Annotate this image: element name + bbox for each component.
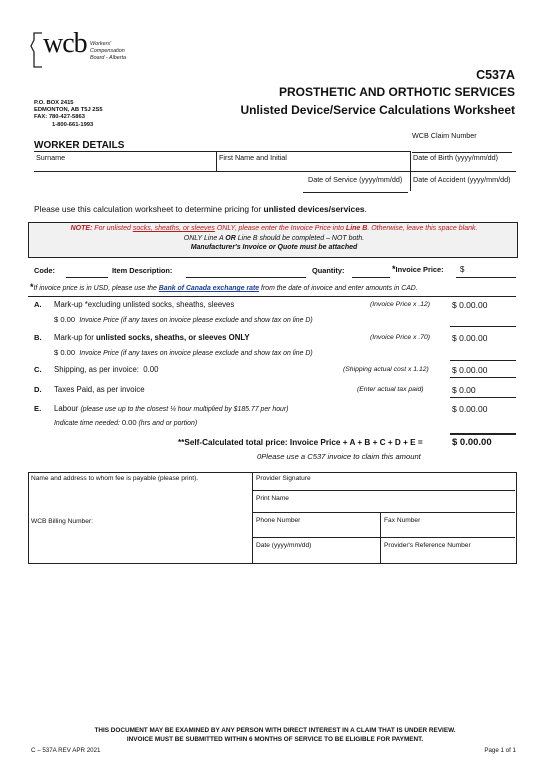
divider <box>252 490 515 491</box>
row-e-amount[interactable]: $ 0.00.00 <box>452 404 488 414</box>
fax-label: Fax Number <box>384 517 421 524</box>
note-line3: Manufacturer's Invoice or Quote must be attached <box>190 244 358 251</box>
dos-label: Date of Service (yyyy/mm/dd) <box>308 175 403 184</box>
row-a-text: Mark-up *excluding unlisted socks, sheaths, sleeves <box>54 300 235 309</box>
form-code: C537A <box>476 68 515 82</box>
row-e-text: Labour (please use up to the closest ¼ hour multiplied by $185.77 per hour) <box>54 404 289 413</box>
alberta-outline-icon <box>30 32 44 68</box>
reference-label: Provider's Reference Number <box>384 542 471 549</box>
row-a-amount[interactable]: $ 0.00.00 <box>452 300 488 310</box>
logo-text: wcb <box>43 28 87 59</box>
wcb-logo <box>30 28 140 70</box>
worker-top-rule <box>34 151 410 152</box>
date-label: Date (yyyy/mm/dd) <box>256 542 312 549</box>
title-line2: Unlisted Device/Service Calculations Worksheet <box>240 103 515 117</box>
total-label: **Self-Calculated total price: Invoice Price + A + B + C + D + E = <box>178 438 423 447</box>
row-b-sub: $ 0.00 Invoice Price (if any taxes on invoice please exclude and show tax on line D) <box>54 348 313 357</box>
divider <box>410 171 411 191</box>
payable-label: Name and address to whom fee is payable (please print). <box>31 475 199 482</box>
divider <box>410 151 411 171</box>
total-amount[interactable]: $ 0.00.00 <box>452 437 492 448</box>
row-a-sub: $ 0.00 Invoice Price (if any taxes on invoice please exclude and show tax on line D) <box>54 315 313 324</box>
divider <box>380 512 381 563</box>
row-e-letter: E. <box>34 404 42 413</box>
dos-field[interactable] <box>303 192 408 193</box>
revision-label: C – 537A REV APR 2021 <box>31 747 101 754</box>
section-title: WORKER DETAILS <box>34 140 125 151</box>
row-a-rule <box>450 326 516 327</box>
dob-label: Date of Birth (yyyy/mm/dd) <box>413 153 499 162</box>
row-b-amount[interactable]: $ 0.00.00 <box>452 333 488 343</box>
row-c-rule <box>450 377 516 378</box>
note-line2: ONLY Line A OR Line B should be completed – NOT both. <box>183 235 365 242</box>
signature-label: Provider Signature <box>256 475 311 482</box>
divider <box>216 151 217 171</box>
row-c-letter: C. <box>34 365 42 374</box>
row-a-hint: (Invoice Price x .12) <box>370 301 431 308</box>
row-c-hint: (Shipping actual cost x 1.12) <box>343 366 429 373</box>
row-d-rule <box>450 397 516 398</box>
row-c-amount[interactable]: $ 0.00.00 <box>452 365 488 375</box>
page-number: Page 1 of 1 <box>484 747 516 754</box>
intro-text: Please use this calculation worksheet to determine pricing for unlisted devices/services. <box>34 204 367 214</box>
description-label: Item Description: <box>112 266 173 275</box>
total-note: 0Please use a C537 invoice to claim this amount <box>257 452 421 461</box>
invoice-price-dollar: $ <box>460 265 465 274</box>
row-b-text: Mark-up for unlisted socks, sheaths, or sleeves ONLY <box>54 333 250 342</box>
quantity-field[interactable] <box>352 277 390 278</box>
worker-mid-rule <box>34 171 516 172</box>
row-a-letter: A. <box>34 300 42 309</box>
divider <box>252 537 515 538</box>
first-name-label: First Name and Initial <box>219 153 287 162</box>
usd-note: *If invoice price is in USD, please use the Bank of Canada exchange rate from the date of invoice and enter amounts in CAD. <box>30 282 418 292</box>
footer-line2: INVOICE MUST BE SUBMITTED WITHIN 6 MONTHS OF SERVICE TO BE ELIGIBLE FOR PAYMENT. <box>126 736 424 743</box>
phone-label: Phone Number <box>256 517 301 524</box>
doa-label: Date of Accident (yyyy/mm/dd) <box>413 175 511 184</box>
print-name-label: Print Name <box>256 495 289 502</box>
row-d-amount[interactable]: $ 0.00 <box>452 385 476 395</box>
code-field[interactable] <box>66 277 108 278</box>
divider <box>252 472 253 563</box>
row-d-letter: D. <box>34 385 42 394</box>
claim-number-label: WCB Claim Number <box>412 131 477 140</box>
logo-tagline: Workers' Compensation Board - Alberta <box>90 41 127 61</box>
invoice-price-field[interactable] <box>456 277 516 278</box>
surname-label: Surname <box>36 153 66 162</box>
code-label: Code: <box>34 266 55 275</box>
address-block: P.O. BOX 2415 EDMONTON, AB T5J 2S5 FAX: 780-427-5863 1-800-661-1993 <box>34 100 103 128</box>
quantity-label: Quantity: <box>312 266 345 275</box>
row-e-rule <box>450 433 516 435</box>
row-b-letter: B. <box>34 333 42 342</box>
note-line1: NOTE: For unlisted socks, sheaths, or sleeves ONLY, please enter the Invoice Price into Line B. Otherwise, leave this space blank. <box>70 225 478 232</box>
billing-number-label: WCB Billing Number: <box>31 518 93 525</box>
row-d-hint: (Enter actual tax paid) <box>357 386 424 393</box>
row-b-rule <box>450 360 516 361</box>
row-d-text: Taxes Paid, as per invoice <box>54 385 145 394</box>
row-e-sub: Indicate time needed: 0.00 (hrs and or portion) <box>54 418 198 427</box>
footer-line1: THIS DOCUMENT MAY BE EXAMINED BY ANY PERSON WITH DIRECT INTEREST IN A CLAIM THAT IS UNDER REVIEW. <box>94 727 456 734</box>
row-c-text: Shipping, as per invoice: 0.00 <box>54 365 159 374</box>
divider <box>252 512 515 513</box>
bank-of-canada-link[interactable]: Bank of Canada exchange rate <box>158 285 260 292</box>
invoice-price-label: *Invoice Price: <box>392 264 444 274</box>
description-field[interactable] <box>186 277 306 278</box>
title-line1: PROSTHETIC AND ORTHOTIC SERVICES <box>278 85 515 99</box>
usd-rule <box>28 296 516 297</box>
row-b-hint: (Invoice Price x .70) <box>370 334 431 341</box>
